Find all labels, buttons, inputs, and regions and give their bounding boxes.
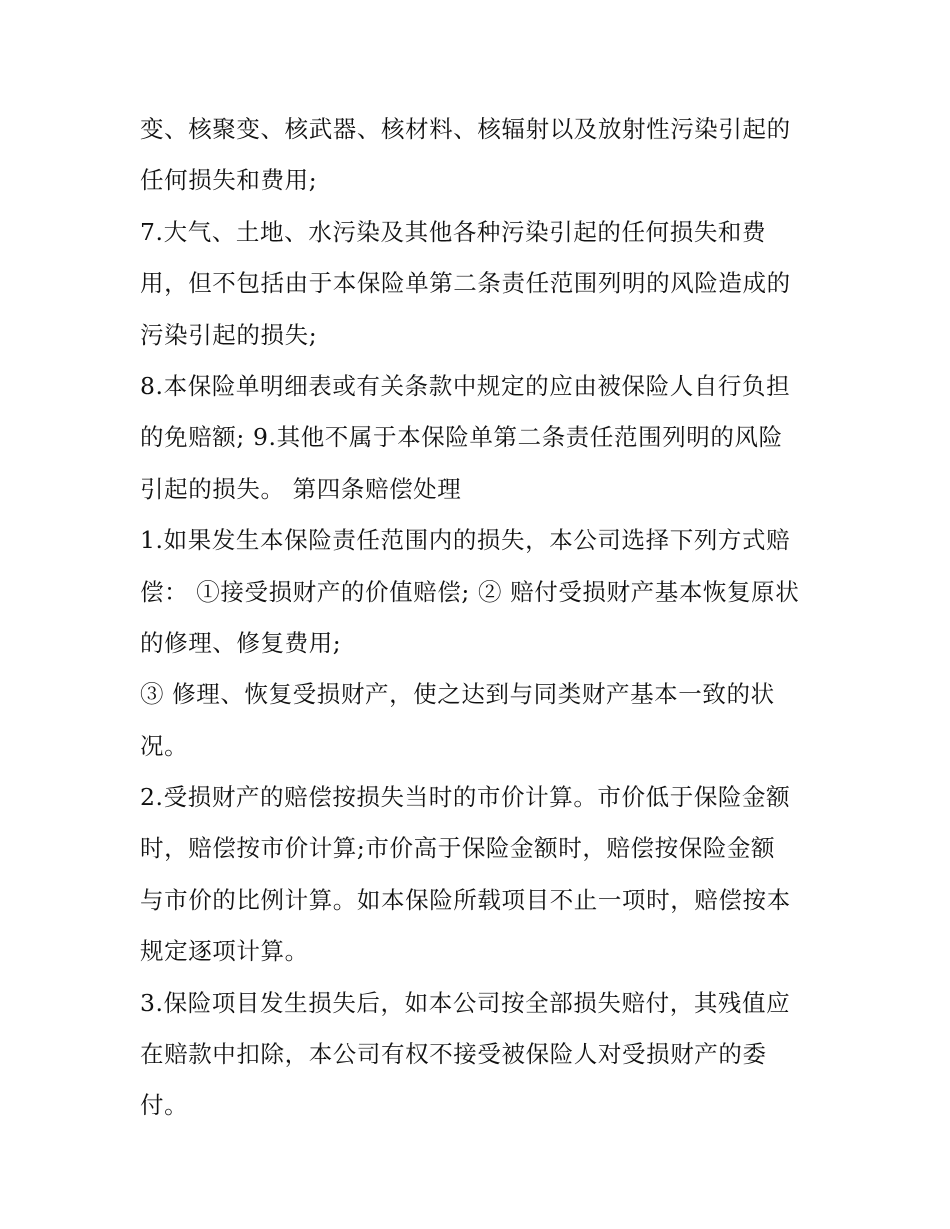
text-line: 规定逐项计算。: [140, 937, 309, 966]
text-line: 污染引起的损失;: [140, 320, 318, 349]
text-line: 8.本保险单明细表或有关条款中规定的应由被保险人自行负担: [140, 371, 791, 400]
text-line: 时，赔偿按市价计算;市价高于保险金额时，赔偿按保险金额: [140, 834, 776, 863]
text-line: 的免赔额; 9.其他不属于本保险单第二条责任范围列明的风险: [140, 423, 783, 452]
text-line: 1.如果发生本保险责任范围内的损失，本公司选择下列方式赔: [140, 526, 791, 555]
text-line: 用，但不包括由于本保险单第二条责任范围列明的风险造成的: [140, 269, 791, 298]
text-line: 引起的损失。 第四条赔偿处理: [140, 474, 462, 503]
text-line: ③ 修理、恢复受损财产，使之达到与同类财产基本一致的状: [140, 680, 775, 709]
text-line: 任何损失和费用;: [140, 166, 318, 195]
text-line: 在赔款中扣除，本公司有权不接受被保险人对受损财产的委: [140, 1040, 767, 1069]
text-line: 付。: [140, 1091, 189, 1120]
text-line: 变、核聚变、核武器、核材料、核辐射以及放射性污染引起的: [140, 115, 791, 143]
text-line: 3.保险项目发生损失后，如本公司按全部损失赔付，其残值应: [140, 988, 791, 1017]
text-line: 2.受损财产的赔偿按损失当时的市价计算。市价低于保险金额: [140, 783, 791, 812]
text-line: 7.大气、土地、水污染及其他各种污染引起的任何损失和费: [140, 217, 767, 246]
text-line: 与市价的比例计算。如本保险所载项目不止一项时，赔偿按本: [140, 885, 791, 914]
text-line: 偿： ①接受损财产的价值赔偿; ② 赔付受损财产基本恢复原状: [140, 577, 800, 606]
text-line: 的修理、修复费用;: [140, 628, 342, 657]
document-body: [140, 104, 820, 1132]
text-line: 况。: [140, 731, 189, 760]
